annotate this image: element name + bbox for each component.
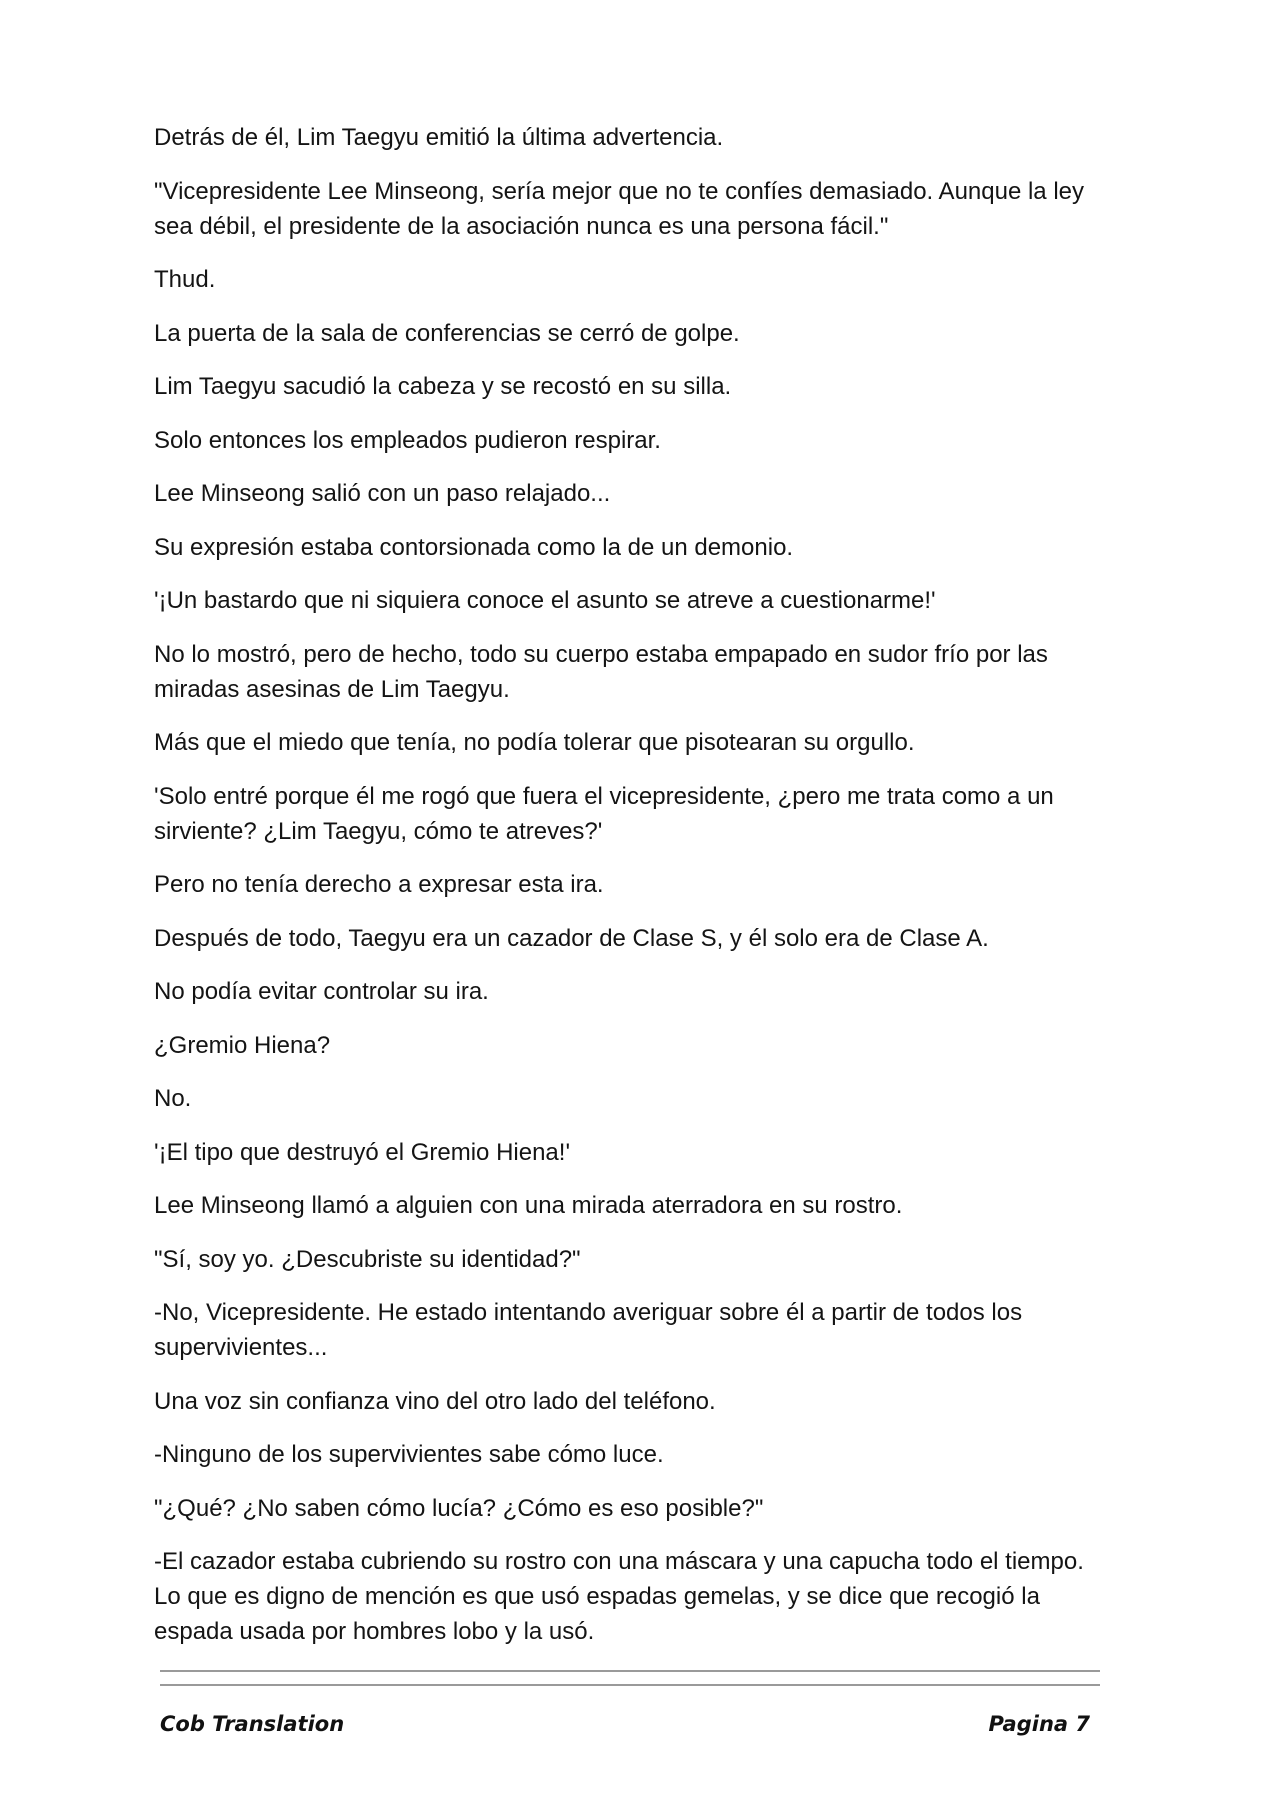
footer-divider-line bbox=[160, 1670, 1100, 1672]
paragraph: Thud. bbox=[154, 266, 216, 293]
footer-divider bbox=[160, 1670, 1100, 1686]
paragraph: '¡Un bastardo que ni siquiera conoce el asunto se atreve a cuestionarme!' bbox=[154, 587, 936, 614]
paragraph: Lim Taegyu sacudió la cabeza y se recostó en su silla. bbox=[154, 373, 732, 400]
footer-divider-line bbox=[160, 1684, 1100, 1686]
paragraph: Detrás de él, Lim Taegyu emitió la última advertencia. bbox=[154, 124, 724, 151]
paragraph: No. bbox=[154, 1085, 192, 1112]
paragraph: Lee Minseong llamó a alguien con una mirada aterradora en su rostro. bbox=[154, 1192, 903, 1219]
paragraph: -El cazador estaba cubriendo su rostro con una máscara y una capucha todo el tiempo. Lo que es digno de mención es que usó espadas gemelas, y se dice que recogió la espada usada por hombres lobo y la usó. bbox=[154, 1548, 1084, 1645]
page-footer bbox=[160, 1712, 1090, 1736]
paragraph: ¿Gremio Hiena? bbox=[154, 1031, 331, 1059]
paragraph: La puerta de la sala de conferencias se cerró de golpe. bbox=[154, 319, 740, 347]
paragraph: '¡El tipo que destruyó el Gremio Hiena!' bbox=[154, 1138, 571, 1166]
paragraph: Su expresión estaba contorsionada como la de un demonio. bbox=[154, 533, 794, 561]
paragraph: Pero no tenía derecho a expresar esta ira. bbox=[154, 871, 604, 898]
paragraph: No lo mostró, pero de hecho, todo su cuerpo estaba empapado en sudor frío por las miradas asesinas de Lim Taegyu. bbox=[154, 640, 1048, 703]
paragraph: Solo entonces los empleados pudieron respirar. bbox=[154, 426, 661, 454]
paragraph: "Vicepresidente Lee Minseong, sería mejor que no te confíes demasiado. Aunque la ley sea débil, el presidente de la asociación nunca es una persona fácil." bbox=[154, 177, 1084, 240]
paragraph: No podía evitar controlar su ira. bbox=[154, 978, 489, 1005]
footer-translator-credit: Cob Translation bbox=[160, 1712, 345, 1736]
paragraph: -Ninguno de los supervivientes sabe cómo luce. bbox=[154, 1441, 664, 1468]
paragraph: 'Solo entré porque él me rogó que fuera el vicepresidente, ¿pero me trata como a un sirviente? ¿Lim Taegyu, cómo te atreves?' bbox=[154, 782, 1054, 845]
footer-page-number: Pagina 7 bbox=[988, 1712, 1090, 1736]
paragraph: "Sí, soy yo. ¿Descubriste su identidad?" bbox=[154, 1245, 581, 1273]
paragraph: Después de todo, Taegyu era un cazador de Clase S, y él solo era de Clase A. bbox=[154, 924, 989, 952]
paragraph: Más que el miedo que tenía, no podía tolerar que pisotearan su orgullo. bbox=[154, 729, 915, 756]
paragraph: Una voz sin confianza vino del otro lado del teléfono. bbox=[154, 1387, 716, 1415]
paragraph: Lee Minseong salió con un paso relajado... bbox=[154, 480, 611, 507]
paragraph: "¿Qué? ¿No saben cómo lucía? ¿Cómo es eso posible?" bbox=[154, 1494, 764, 1522]
document-body bbox=[154, 120, 1114, 1668]
paragraph: -No, Vicepresidente. He estado intentando averiguar sobre él a partir de todos los supervivientes... bbox=[154, 1299, 1023, 1361]
